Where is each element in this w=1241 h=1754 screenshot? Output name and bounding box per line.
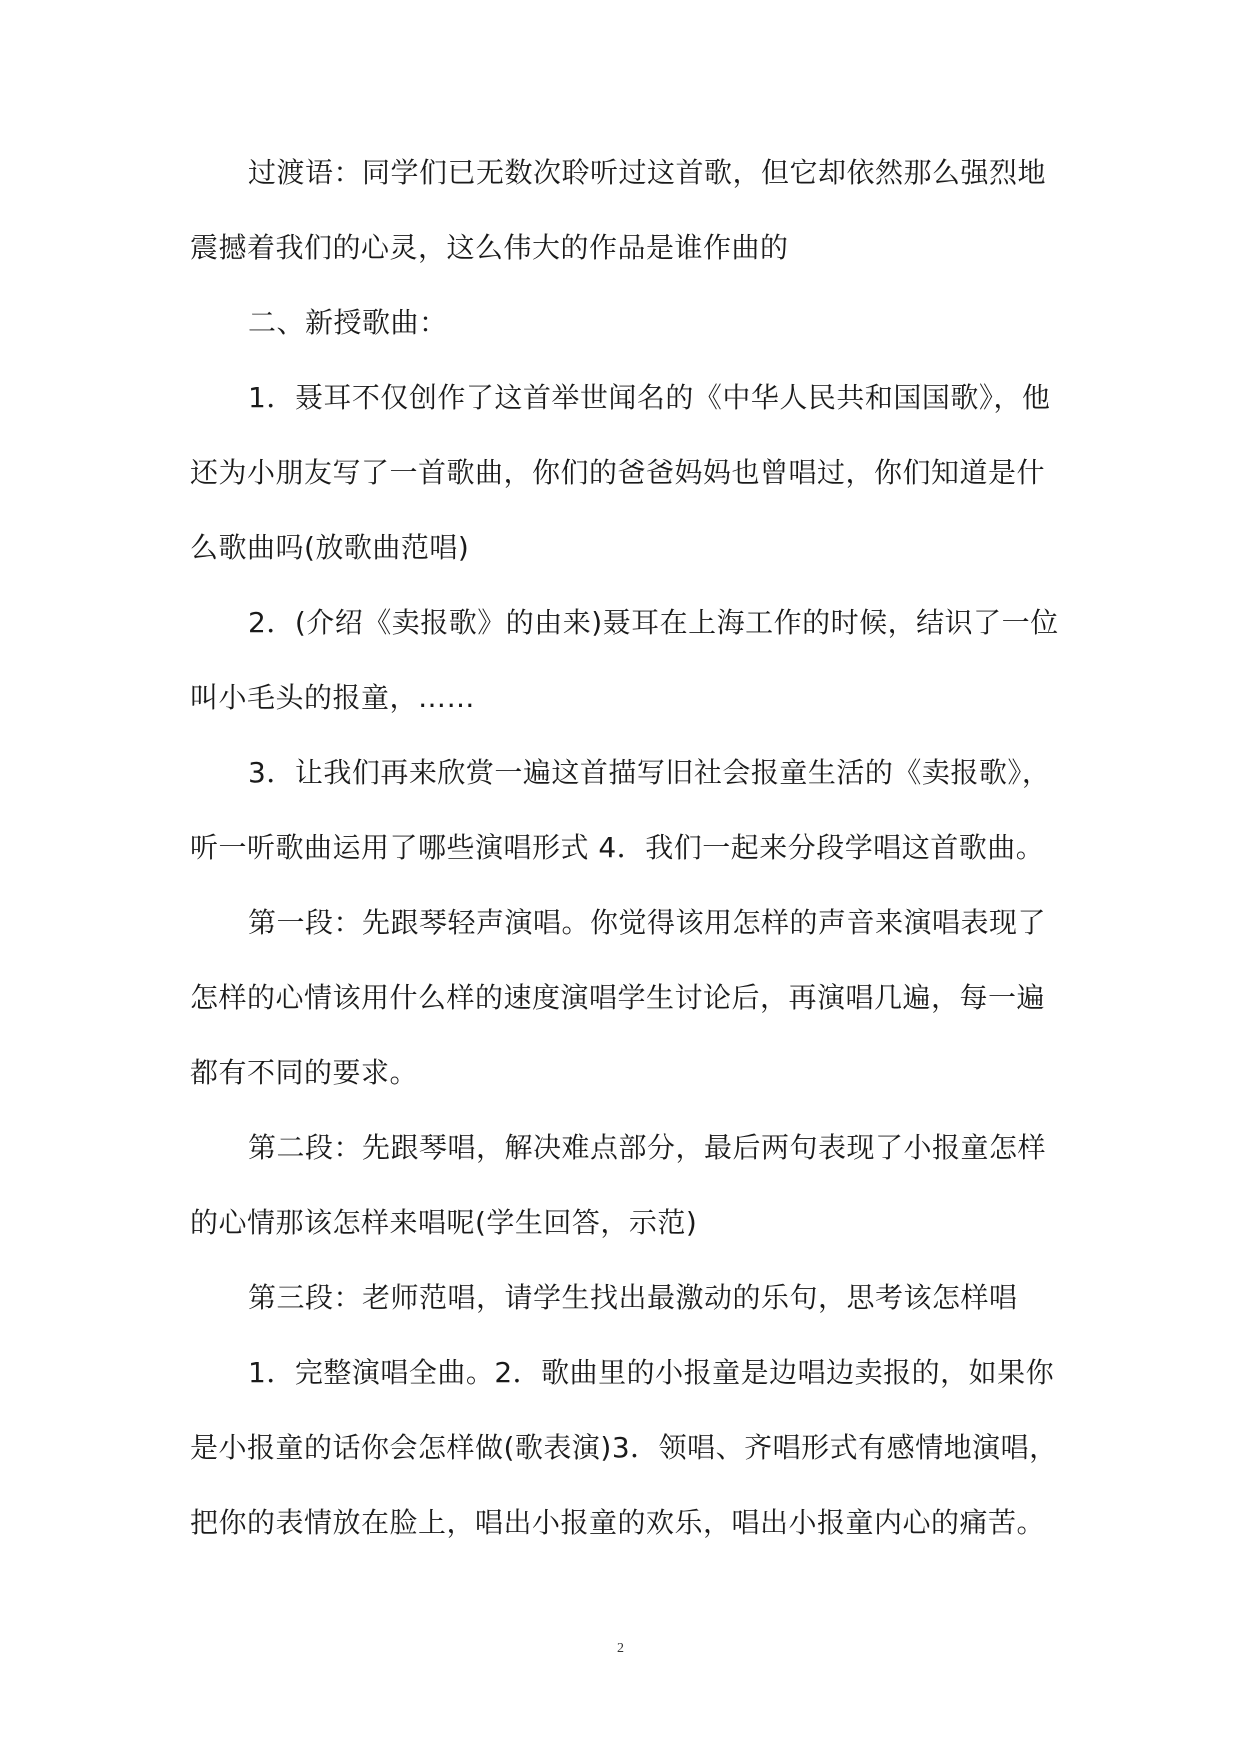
text-line: 是小报童的话你会怎样做(歌表演)3．领唱、齐唱形式有感情地演唱， bbox=[190, 1431, 1058, 1464]
text-line: 叫小毛头的报童，…… bbox=[190, 681, 476, 714]
text-line: 3．让我们再来欣赏一遍这首描写旧社会报童生活的《卖报歌》， bbox=[248, 756, 1051, 789]
text-line: 怎样的心情该用什么样的速度演唱学生讨论后，再演唱几遍，每一遍 bbox=[190, 981, 1046, 1014]
text-line: 的心情那该怎样来唱呢(学生回答，示范) bbox=[190, 1206, 698, 1239]
text-line: 过渡语：同学们已无数次聆听过这首歌，但它却依然那么强烈地 bbox=[248, 156, 1047, 189]
text-line: 听一听歌曲运用了哪些演唱形式 4．我们一起来分段学唱这首歌曲。 bbox=[190, 831, 1045, 864]
text-line: 把你的表情放在脸上，唱出小报童的欢乐，唱出小报童内心的痛苦。 bbox=[190, 1506, 1046, 1539]
text-line: 第二段：先跟琴唱，解决难点部分，最后两句表现了小报童怎样 bbox=[248, 1131, 1047, 1164]
text-line: 1．完整演唱全曲。2．歌曲里的小报童是边唱边卖报的，如果你 bbox=[248, 1356, 1055, 1389]
text-line: 还为小朋友写了一首歌曲，你们的爸爸妈妈也曾唱过，你们知道是什 bbox=[190, 456, 1046, 489]
text-line: 么歌曲吗(放歌曲范唱) bbox=[190, 531, 470, 564]
section-heading: 二、新授歌曲： bbox=[248, 306, 448, 339]
text-line: 震撼着我们的心灵，这么伟大的作品是谁作曲的 bbox=[190, 231, 789, 264]
page-number: 2 bbox=[617, 1641, 624, 1656]
text-line: 都有不同的要求。 bbox=[190, 1056, 419, 1089]
text-line: 第一段：先跟琴轻声演唱。你觉得该用怎样的声音来演唱表现了 bbox=[248, 906, 1047, 939]
text-line: 1．聂耳不仅创作了这首举世闻名的《中华人民共和国国歌》，他 bbox=[248, 381, 1051, 414]
text-line: 2．(介绍《卖报歌》的由来)聂耳在上海工作的时候，结识了一位 bbox=[248, 606, 1059, 639]
text-line: 第三段：老师范唱，请学生找出最激动的乐句，思考该怎样唱 bbox=[248, 1281, 1018, 1314]
